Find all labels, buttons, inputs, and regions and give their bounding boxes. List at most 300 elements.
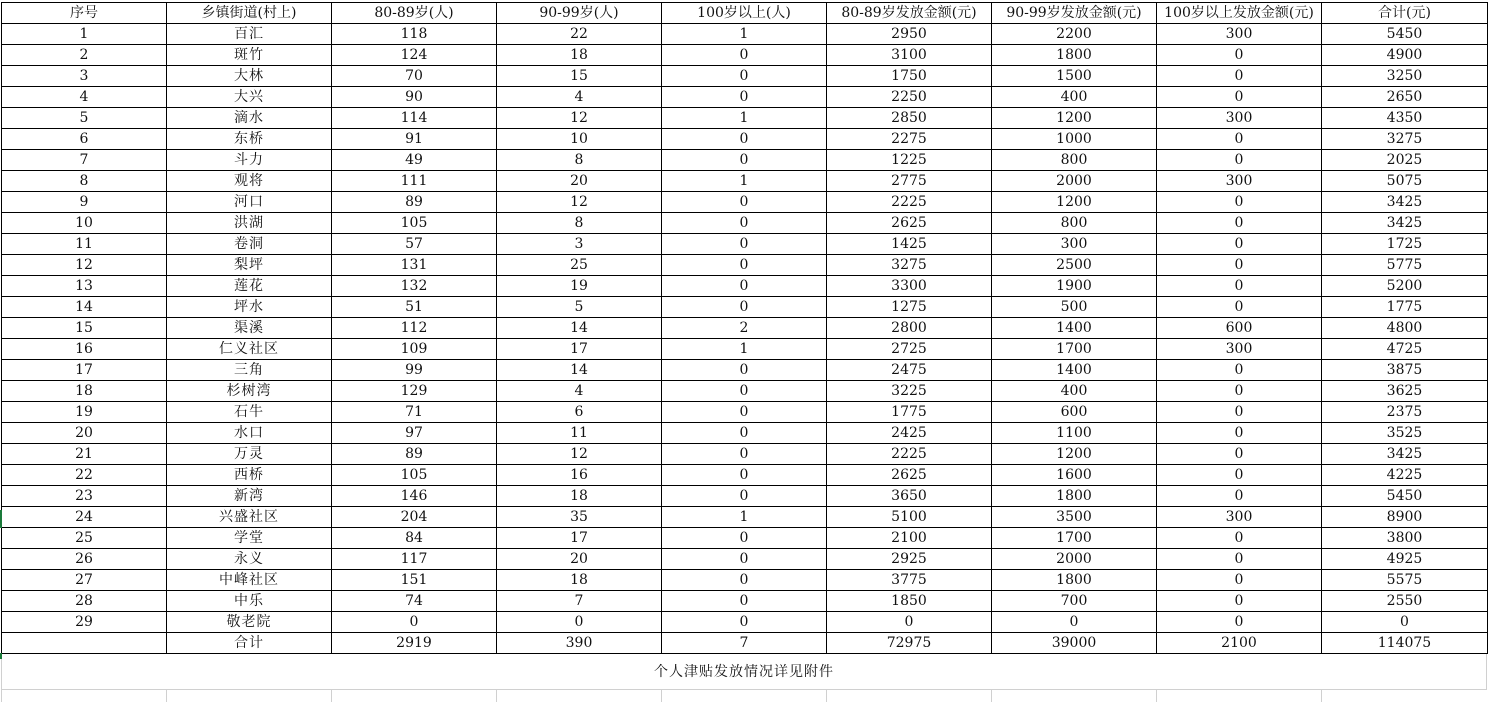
cell-age-80-89-count[interactable]: 57 [332, 234, 497, 255]
cell-age-90-99-count[interactable]: 35 [497, 507, 662, 528]
cell-age-90-99-count[interactable]: 12 [497, 108, 662, 129]
header-cell-age-90-99-amount[interactable]: 90-99岁发放金额(元) [992, 3, 1157, 24]
cell-age-100-plus-amount[interactable]: 0 [1157, 570, 1322, 591]
cell-age-100-plus-amount[interactable]: 0 [1157, 360, 1322, 381]
table-row [2, 612, 1488, 633]
cell-serial[interactable]: 9 [2, 192, 167, 213]
cell-age-80-89-amount[interactable]: 1425 [827, 234, 992, 255]
cell-town[interactable]: 斗力 [167, 150, 332, 171]
cell-total[interactable]: 3525 [1322, 423, 1488, 444]
cell-age-80-89-amount[interactable]: 2925 [827, 549, 992, 570]
cell-age-80-89-amount[interactable]: 3225 [827, 381, 992, 402]
cell-age-80-89-count[interactable]: 51 [332, 297, 497, 318]
gridline [1, 690, 166, 702]
footer-note-cell[interactable] [1, 654, 1487, 690]
cell-total[interactable]: 5575 [1322, 570, 1488, 591]
header-cell-serial[interactable]: 序号 [2, 3, 167, 24]
cell-age-80-89-count[interactable]: 105 [332, 213, 497, 234]
cell-age-90-99-count[interactable]: 16 [497, 465, 662, 486]
cell-age-80-89-count[interactable]: 89 [332, 192, 497, 213]
cell-town[interactable]: 兴盛社区 [167, 507, 332, 528]
cell-total[interactable]: 3425 [1322, 213, 1488, 234]
cell-total[interactable]: 5200 [1322, 276, 1488, 297]
table-row [2, 45, 1488, 66]
cell-age-90-99-amount[interactable]: 1700 [992, 339, 1157, 360]
total-cell-serial[interactable] [2, 633, 167, 654]
cell-serial[interactable]: 12 [2, 255, 167, 276]
cell-serial[interactable]: 13 [2, 276, 167, 297]
cell-age-90-99-count[interactable]: 12 [497, 192, 662, 213]
cell-age-100-plus-count[interactable]: 0 [662, 276, 827, 297]
cell-age-100-plus-count[interactable]: 0 [662, 402, 827, 423]
cell-total[interactable]: 4900 [1322, 45, 1488, 66]
cell-age-80-89-count[interactable]: 146 [332, 486, 497, 507]
cell-age-90-99-amount[interactable]: 1800 [992, 570, 1157, 591]
cell-total[interactable]: 3425 [1322, 444, 1488, 465]
cell-age-100-plus-count[interactable]: 0 [662, 129, 827, 150]
cell-age-90-99-count[interactable]: 6 [497, 402, 662, 423]
cell-total[interactable]: 4225 [1322, 465, 1488, 486]
total-cell-label[interactable]: 合计 [167, 633, 332, 654]
cell-age-90-99-count[interactable]: 18 [497, 45, 662, 66]
total-cell-age-80-89-count[interactable]: 2919 [332, 633, 497, 654]
cell-town[interactable]: 洪湖 [167, 213, 332, 234]
cell-age-100-plus-amount[interactable]: 0 [1157, 612, 1322, 633]
cell-age-90-99-count[interactable]: 17 [497, 528, 662, 549]
cell-age-100-plus-count[interactable]: 0 [662, 150, 827, 171]
cell-age-100-plus-amount[interactable]: 0 [1157, 234, 1322, 255]
cell-serial[interactable]: 16 [2, 339, 167, 360]
cell-age-90-99-count[interactable]: 22 [497, 24, 662, 45]
total-cell-grand-total[interactable]: 114075 [1322, 633, 1488, 654]
cell-serial[interactable]: 11 [2, 234, 167, 255]
total-cell-age-90-99-count[interactable]: 390 [497, 633, 662, 654]
cell-age-80-89-count[interactable]: 84 [332, 528, 497, 549]
cell-age-90-99-amount[interactable]: 1900 [992, 276, 1157, 297]
cell-total[interactable]: 2375 [1322, 402, 1488, 423]
cell-age-100-plus-amount[interactable]: 0 [1157, 402, 1322, 423]
cell-town[interactable]: 斑竹 [167, 45, 332, 66]
cell-serial[interactable]: 27 [2, 570, 167, 591]
cell-age-100-plus-amount[interactable]: 0 [1157, 192, 1322, 213]
cell-age-80-89-amount[interactable]: 2475 [827, 360, 992, 381]
table-row [2, 591, 1488, 612]
table-row [2, 213, 1488, 234]
cell-serial[interactable]: 6 [2, 129, 167, 150]
cell-age-80-89-count[interactable]: 151 [332, 570, 497, 591]
cell-age-100-plus-amount[interactable]: 0 [1157, 444, 1322, 465]
cell-age-90-99-amount[interactable]: 600 [992, 402, 1157, 423]
cell-total[interactable]: 1775 [1322, 297, 1488, 318]
cell-age-100-plus-count[interactable]: 1 [662, 507, 827, 528]
cell-age-90-99-count[interactable]: 14 [497, 318, 662, 339]
table-row [2, 360, 1488, 381]
cell-age-90-99-amount[interactable]: 400 [992, 381, 1157, 402]
cell-age-100-plus-amount[interactable]: 0 [1157, 87, 1322, 108]
cell-age-90-99-amount[interactable]: 1400 [992, 360, 1157, 381]
cell-age-90-99-amount[interactable]: 3500 [992, 507, 1157, 528]
cell-age-100-plus-count[interactable]: 0 [662, 213, 827, 234]
cell-age-90-99-amount[interactable]: 2000 [992, 549, 1157, 570]
cell-age-100-plus-count[interactable]: 2 [662, 318, 827, 339]
cell-age-80-89-amount[interactable]: 3275 [827, 255, 992, 276]
cell-town[interactable]: 渠溪 [167, 318, 332, 339]
cell-age-90-99-count[interactable]: 10 [497, 129, 662, 150]
cell-age-80-89-count[interactable]: 117 [332, 549, 497, 570]
cell-age-90-99-count[interactable]: 4 [497, 87, 662, 108]
cell-serial[interactable]: 28 [2, 591, 167, 612]
cell-age-90-99-count[interactable]: 15 [497, 66, 662, 87]
cell-age-100-plus-amount[interactable]: 0 [1157, 486, 1322, 507]
cell-age-90-99-count[interactable]: 8 [497, 213, 662, 234]
cell-town[interactable]: 学堂 [167, 528, 332, 549]
total-cell-age-80-89-amount[interactable]: 72975 [827, 633, 992, 654]
cell-age-100-plus-amount[interactable]: 0 [1157, 549, 1322, 570]
cell-age-90-99-count[interactable]: 14 [497, 360, 662, 381]
cell-age-80-89-amount[interactable]: 2725 [827, 339, 992, 360]
header-cell-age-80-89-amount[interactable]: 80-89岁发放金额(元) [827, 3, 992, 24]
cell-serial[interactable]: 25 [2, 528, 167, 549]
cell-age-80-89-amount[interactable]: 1275 [827, 297, 992, 318]
cell-age-100-plus-count[interactable]: 0 [662, 255, 827, 276]
cell-age-90-99-amount[interactable]: 1200 [992, 192, 1157, 213]
cell-age-100-plus-amount[interactable]: 300 [1157, 24, 1322, 45]
cell-total[interactable]: 0 [1322, 612, 1488, 633]
cell-age-90-99-amount[interactable]: 300 [992, 234, 1157, 255]
cell-serial[interactable]: 5 [2, 108, 167, 129]
cell-age-100-plus-count[interactable]: 0 [662, 612, 827, 633]
cell-serial[interactable]: 26 [2, 549, 167, 570]
cell-town[interactable]: 坪水 [167, 297, 332, 318]
cell-age-90-99-amount[interactable]: 400 [992, 87, 1157, 108]
cell-town[interactable]: 莲花 [167, 276, 332, 297]
cell-age-80-89-count[interactable]: 131 [332, 255, 497, 276]
cell-age-90-99-amount[interactable]: 800 [992, 150, 1157, 171]
header-row [2, 3, 1488, 24]
cell-age-80-89-amount[interactable]: 2625 [827, 465, 992, 486]
cell-serial[interactable]: 21 [2, 444, 167, 465]
cell-total[interactable]: 5450 [1322, 486, 1488, 507]
cell-age-90-99-amount[interactable]: 1500 [992, 66, 1157, 87]
total-cell-age-100-plus-amount[interactable]: 2100 [1157, 633, 1322, 654]
table-row [2, 381, 1488, 402]
cell-age-80-89-count[interactable]: 70 [332, 66, 497, 87]
total-cell-age-90-99-amount[interactable]: 39000 [992, 633, 1157, 654]
cell-age-100-plus-amount[interactable]: 300 [1157, 171, 1322, 192]
cell-age-80-89-amount[interactable]: 3100 [827, 45, 992, 66]
cell-age-80-89-amount[interactable]: 3300 [827, 276, 992, 297]
cell-serial[interactable]: 1 [2, 24, 167, 45]
cell-age-80-89-amount[interactable]: 5100 [827, 507, 992, 528]
cell-age-90-99-count[interactable]: 12 [497, 444, 662, 465]
header-cell-total[interactable]: 合计(元) [1322, 3, 1488, 24]
cell-age-100-plus-count[interactable]: 0 [662, 192, 827, 213]
cell-age-90-99-count[interactable]: 8 [497, 150, 662, 171]
cell-age-90-99-count[interactable]: 25 [497, 255, 662, 276]
cell-age-80-89-count[interactable]: 118 [332, 24, 497, 45]
cell-age-90-99-amount[interactable]: 2000 [992, 171, 1157, 192]
cell-age-80-89-amount[interactable]: 1750 [827, 66, 992, 87]
cell-town[interactable]: 滴水 [167, 108, 332, 129]
cell-age-80-89-count[interactable]: 105 [332, 465, 497, 486]
cell-age-100-plus-amount[interactable]: 0 [1157, 423, 1322, 444]
cell-serial[interactable]: 20 [2, 423, 167, 444]
cell-serial[interactable]: 4 [2, 87, 167, 108]
cell-age-80-89-count[interactable]: 132 [332, 276, 497, 297]
cell-total[interactable]: 5075 [1322, 171, 1488, 192]
cell-town[interactable]: 百汇 [167, 24, 332, 45]
gridline [661, 690, 826, 702]
cell-age-80-89-count[interactable]: 99 [332, 360, 497, 381]
cell-total[interactable]: 2550 [1322, 591, 1488, 612]
table-row [2, 87, 1488, 108]
cell-age-100-plus-count[interactable]: 0 [662, 234, 827, 255]
cell-age-90-99-count[interactable]: 18 [497, 486, 662, 507]
cell-age-100-plus-count[interactable]: 1 [662, 108, 827, 129]
cell-age-90-99-amount[interactable]: 1200 [992, 444, 1157, 465]
cell-total[interactable]: 2025 [1322, 150, 1488, 171]
cell-town[interactable]: 中峰社区 [167, 570, 332, 591]
cell-town[interactable]: 梨坪 [167, 255, 332, 276]
gridline [331, 690, 496, 702]
cell-age-100-plus-amount[interactable]: 0 [1157, 297, 1322, 318]
cell-age-90-99-amount[interactable]: 700 [992, 591, 1157, 612]
gridline [991, 690, 1156, 702]
cell-total[interactable]: 4925 [1322, 549, 1488, 570]
table-row [2, 486, 1488, 507]
cell-age-100-plus-count[interactable]: 1 [662, 339, 827, 360]
cell-age-90-99-count[interactable]: 19 [497, 276, 662, 297]
cell-town[interactable]: 大林 [167, 66, 332, 87]
cell-age-80-89-count[interactable]: 49 [332, 150, 497, 171]
cell-serial[interactable]: 7 [2, 150, 167, 171]
cell-age-80-89-count[interactable]: 90 [332, 87, 497, 108]
cell-age-90-99-count[interactable]: 7 [497, 591, 662, 612]
cell-total[interactable]: 3275 [1322, 129, 1488, 150]
cell-total[interactable]: 8900 [1322, 507, 1488, 528]
cell-age-100-plus-amount[interactable]: 0 [1157, 150, 1322, 171]
cell-age-80-89-amount[interactable]: 1850 [827, 591, 992, 612]
cell-serial[interactable]: 14 [2, 297, 167, 318]
cell-age-80-89-amount[interactable]: 2100 [827, 528, 992, 549]
cell-age-80-89-count[interactable]: 114 [332, 108, 497, 129]
cell-age-90-99-amount[interactable]: 0 [992, 612, 1157, 633]
cell-serial[interactable]: 23 [2, 486, 167, 507]
cell-age-80-89-count[interactable]: 124 [332, 45, 497, 66]
cell-age-90-99-count[interactable]: 11 [497, 423, 662, 444]
cell-age-90-99-count[interactable]: 0 [497, 612, 662, 633]
cell-age-80-89-count[interactable]: 109 [332, 339, 497, 360]
cell-serial[interactable]: 15 [2, 318, 167, 339]
cell-age-100-plus-amount[interactable]: 300 [1157, 108, 1322, 129]
cell-age-80-89-amount[interactable]: 2225 [827, 192, 992, 213]
cell-age-100-plus-count[interactable]: 0 [662, 549, 827, 570]
cell-age-100-plus-amount[interactable]: 600 [1157, 318, 1322, 339]
cell-total[interactable]: 2650 [1322, 87, 1488, 108]
cell-total[interactable]: 3800 [1322, 528, 1488, 549]
cell-age-100-plus-amount[interactable]: 0 [1157, 528, 1322, 549]
cell-town[interactable]: 河口 [167, 192, 332, 213]
cell-age-100-plus-count[interactable]: 0 [662, 486, 827, 507]
cell-age-90-99-count[interactable]: 4 [497, 381, 662, 402]
cell-town[interactable]: 三角 [167, 360, 332, 381]
cell-age-100-plus-amount[interactable]: 0 [1157, 381, 1322, 402]
cell-age-100-plus-amount[interactable]: 0 [1157, 45, 1322, 66]
table-row [2, 234, 1488, 255]
table-row [2, 444, 1488, 465]
cell-age-80-89-amount[interactable]: 2800 [827, 318, 992, 339]
gridline [1321, 690, 1487, 702]
cell-age-80-89-amount[interactable]: 2425 [827, 423, 992, 444]
cell-age-90-99-amount[interactable]: 1200 [992, 108, 1157, 129]
cell-age-100-plus-count[interactable]: 0 [662, 570, 827, 591]
cell-age-80-89-amount[interactable]: 2225 [827, 444, 992, 465]
cell-total[interactable]: 4725 [1322, 339, 1488, 360]
cell-age-80-89-count[interactable]: 111 [332, 171, 497, 192]
cell-age-80-89-amount[interactable]: 1225 [827, 150, 992, 171]
cell-age-100-plus-count[interactable]: 0 [662, 360, 827, 381]
cell-total[interactable]: 3875 [1322, 360, 1488, 381]
cell-age-100-plus-count[interactable]: 1 [662, 171, 827, 192]
cell-town[interactable]: 敬老院 [167, 612, 332, 633]
cell-age-80-89-amount[interactable]: 2275 [827, 129, 992, 150]
cell-age-80-89-amount[interactable]: 3775 [827, 570, 992, 591]
row-selection-marker [0, 510, 2, 528]
cell-age-80-89-amount[interactable]: 2625 [827, 213, 992, 234]
cell-age-90-99-amount[interactable]: 1000 [992, 129, 1157, 150]
cell-age-90-99-amount[interactable]: 1400 [992, 318, 1157, 339]
cell-age-80-89-count[interactable]: 71 [332, 402, 497, 423]
cell-age-80-89-count[interactable]: 97 [332, 423, 497, 444]
header-cell-age-100-plus-amount[interactable]: 100岁以上发放金额(元) [1157, 3, 1322, 24]
header-cell-age-90-99-count[interactable]: 90-99岁(人) [497, 3, 662, 24]
cell-age-80-89-count[interactable]: 0 [332, 612, 497, 633]
cell-serial[interactable]: 24 [2, 507, 167, 528]
cell-total[interactable]: 1725 [1322, 234, 1488, 255]
cell-age-90-99-amount[interactable]: 2500 [992, 255, 1157, 276]
cell-age-80-89-count[interactable]: 91 [332, 129, 497, 150]
cell-town[interactable]: 卷洞 [167, 234, 332, 255]
cell-age-90-99-amount[interactable]: 1100 [992, 423, 1157, 444]
cell-town[interactable]: 中乐 [167, 591, 332, 612]
cell-serial[interactable]: 19 [2, 402, 167, 423]
cell-serial[interactable]: 18 [2, 381, 167, 402]
cell-town[interactable]: 永义 [167, 549, 332, 570]
cell-age-100-plus-count[interactable]: 0 [662, 591, 827, 612]
cell-total[interactable]: 5775 [1322, 255, 1488, 276]
cell-age-100-plus-amount[interactable]: 0 [1157, 591, 1322, 612]
cell-age-100-plus-amount[interactable]: 0 [1157, 276, 1322, 297]
cell-age-90-99-count[interactable]: 20 [497, 171, 662, 192]
cell-age-80-89-count[interactable]: 89 [332, 444, 497, 465]
header-cell-age-100-plus-count[interactable]: 100岁以上(人) [662, 3, 827, 24]
cell-town[interactable]: 大兴 [167, 87, 332, 108]
cell-age-100-plus-count[interactable]: 0 [662, 444, 827, 465]
cell-age-100-plus-amount[interactable]: 0 [1157, 465, 1322, 486]
cell-serial[interactable]: 3 [2, 66, 167, 87]
cell-age-100-plus-count[interactable]: 0 [662, 423, 827, 444]
cell-age-80-89-count[interactable]: 74 [332, 591, 497, 612]
cell-age-80-89-amount[interactable]: 2850 [827, 108, 992, 129]
cell-age-80-89-amount[interactable]: 3650 [827, 486, 992, 507]
cell-serial[interactable]: 10 [2, 213, 167, 234]
cell-town[interactable]: 观将 [167, 171, 332, 192]
cell-age-80-89-count[interactable]: 129 [332, 381, 497, 402]
cell-serial[interactable]: 29 [2, 612, 167, 633]
cell-serial[interactable]: 8 [2, 171, 167, 192]
cell-age-90-99-amount[interactable]: 1800 [992, 486, 1157, 507]
cell-total[interactable]: 5450 [1322, 24, 1488, 45]
cell-town[interactable]: 西桥 [167, 465, 332, 486]
cell-town[interactable]: 东桥 [167, 129, 332, 150]
cell-age-90-99-count[interactable]: 5 [497, 297, 662, 318]
cell-age-90-99-count[interactable]: 3 [497, 234, 662, 255]
cell-serial[interactable]: 22 [2, 465, 167, 486]
table-row [2, 276, 1488, 297]
cell-age-80-89-amount[interactable]: 2250 [827, 87, 992, 108]
cell-town[interactable]: 石牛 [167, 402, 332, 423]
cell-total[interactable]: 4800 [1322, 318, 1488, 339]
cell-age-90-99-count[interactable]: 20 [497, 549, 662, 570]
cell-age-80-89-amount[interactable]: 2950 [827, 24, 992, 45]
cell-age-80-89-amount[interactable]: 1775 [827, 402, 992, 423]
cell-age-100-plus-amount[interactable]: 300 [1157, 339, 1322, 360]
cell-total[interactable]: 3425 [1322, 192, 1488, 213]
cell-town[interactable]: 仁义社区 [167, 339, 332, 360]
cell-age-100-plus-amount[interactable]: 0 [1157, 213, 1322, 234]
cell-age-80-89-count[interactable]: 204 [332, 507, 497, 528]
table-row [2, 24, 1488, 45]
cell-age-90-99-amount[interactable]: 800 [992, 213, 1157, 234]
header-cell-age-80-89-count[interactable]: 80-89岁(人) [332, 3, 497, 24]
cell-age-80-89-amount[interactable]: 0 [827, 612, 992, 633]
cell-town[interactable]: 杉树湾 [167, 381, 332, 402]
cell-age-90-99-amount[interactable]: 1800 [992, 45, 1157, 66]
cell-age-90-99-amount[interactable]: 500 [992, 297, 1157, 318]
cell-age-90-99-count[interactable]: 18 [497, 570, 662, 591]
cell-age-100-plus-count[interactable]: 0 [662, 528, 827, 549]
cell-age-100-plus-count[interactable]: 0 [662, 45, 827, 66]
cell-age-100-plus-count[interactable]: 0 [662, 381, 827, 402]
cell-age-80-89-count[interactable]: 112 [332, 318, 497, 339]
cell-age-90-99-amount[interactable]: 1700 [992, 528, 1157, 549]
cell-total[interactable]: 3250 [1322, 66, 1488, 87]
cell-age-100-plus-count[interactable]: 0 [662, 66, 827, 87]
cell-age-100-plus-amount[interactable]: 0 [1157, 66, 1322, 87]
cell-serial[interactable]: 2 [2, 45, 167, 66]
cell-age-90-99-amount[interactable]: 2200 [992, 24, 1157, 45]
table-row [2, 402, 1488, 423]
cell-age-100-plus-count[interactable]: 0 [662, 87, 827, 108]
cell-town[interactable]: 万灵 [167, 444, 332, 465]
total-cell-age-100-plus-count[interactable]: 7 [662, 633, 827, 654]
header-cell-town[interactable]: 乡镇街道(村上) [167, 3, 332, 24]
cell-town[interactable]: 新湾 [167, 486, 332, 507]
cell-town[interactable]: 水口 [167, 423, 332, 444]
cell-age-100-plus-amount[interactable]: 0 [1157, 255, 1322, 276]
cell-age-90-99-count[interactable]: 17 [497, 339, 662, 360]
cell-total[interactable]: 4350 [1322, 108, 1488, 129]
cell-age-90-99-amount[interactable]: 1600 [992, 465, 1157, 486]
cell-age-100-plus-amount[interactable]: 300 [1157, 507, 1322, 528]
cell-serial[interactable]: 17 [2, 360, 167, 381]
cell-age-100-plus-count[interactable]: 0 [662, 297, 827, 318]
cell-age-100-plus-amount[interactable]: 0 [1157, 129, 1322, 150]
cell-age-100-plus-count[interactable]: 0 [662, 465, 827, 486]
cell-age-100-plus-count[interactable]: 1 [662, 24, 827, 45]
cell-total[interactable]: 3625 [1322, 381, 1488, 402]
cell-age-80-89-amount[interactable]: 2775 [827, 171, 992, 192]
